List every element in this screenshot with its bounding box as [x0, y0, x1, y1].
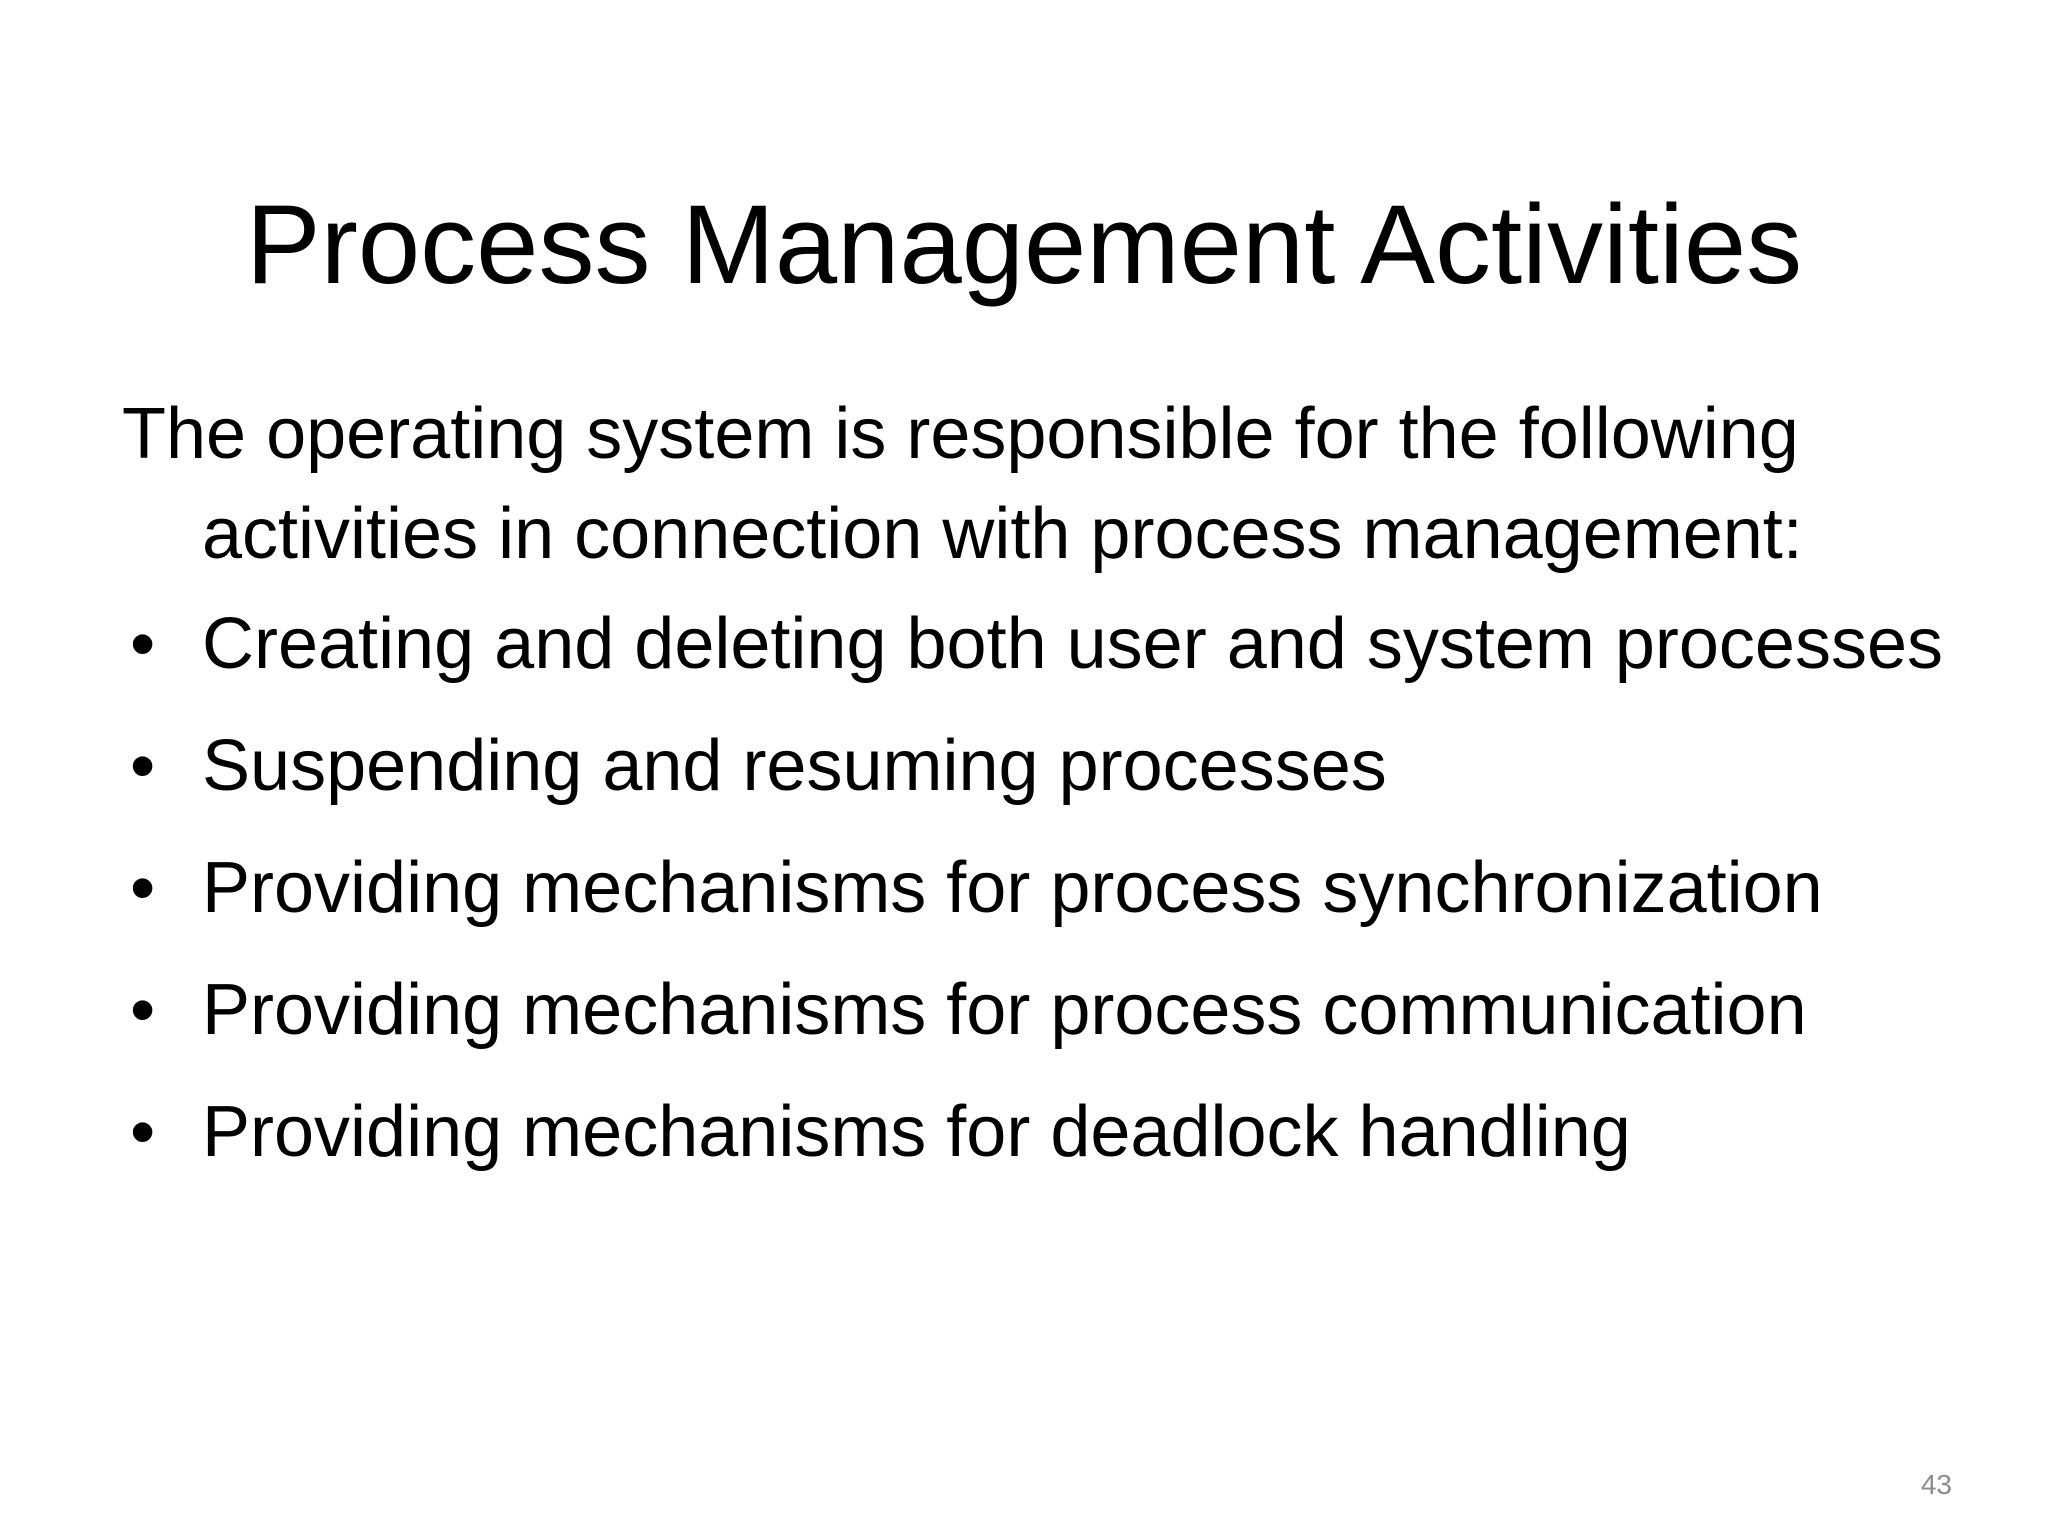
bullet-dot-icon: • — [130, 604, 156, 684]
bullet-list — [122, 594, 2002, 1182]
bullet-text: Providing mechanisms for deadlock handling — [202, 1092, 1631, 1172]
bullet-dot-icon: • — [130, 970, 156, 1050]
bullet-item — [122, 838, 2002, 938]
slide-number: 43 — [1920, 1469, 1952, 1500]
bullet-item — [122, 716, 2002, 816]
bullet-text: Providing mechanisms for process communication — [202, 970, 1807, 1050]
intro-text: The operating system is responsible for the following activities in connection with process management: — [122, 394, 1803, 574]
bullet-dot-icon: • — [130, 726, 156, 806]
slide-body — [122, 384, 2002, 1204]
bullet-dot-icon: • — [130, 848, 156, 928]
bullet-item — [122, 1082, 2002, 1182]
bullet-text: Creating and deleting both user and system processes — [202, 604, 1944, 684]
bullet-text: Providing mechanisms for process synchronization — [202, 848, 1823, 928]
bullet-text: Suspending and resuming processes — [202, 726, 1387, 806]
bullet-item — [122, 960, 2002, 1060]
slide-title: Process Management Activities — [245, 182, 1803, 307]
bullet-item — [122, 594, 2002, 694]
bullet-dot-icon: • — [130, 1092, 156, 1172]
